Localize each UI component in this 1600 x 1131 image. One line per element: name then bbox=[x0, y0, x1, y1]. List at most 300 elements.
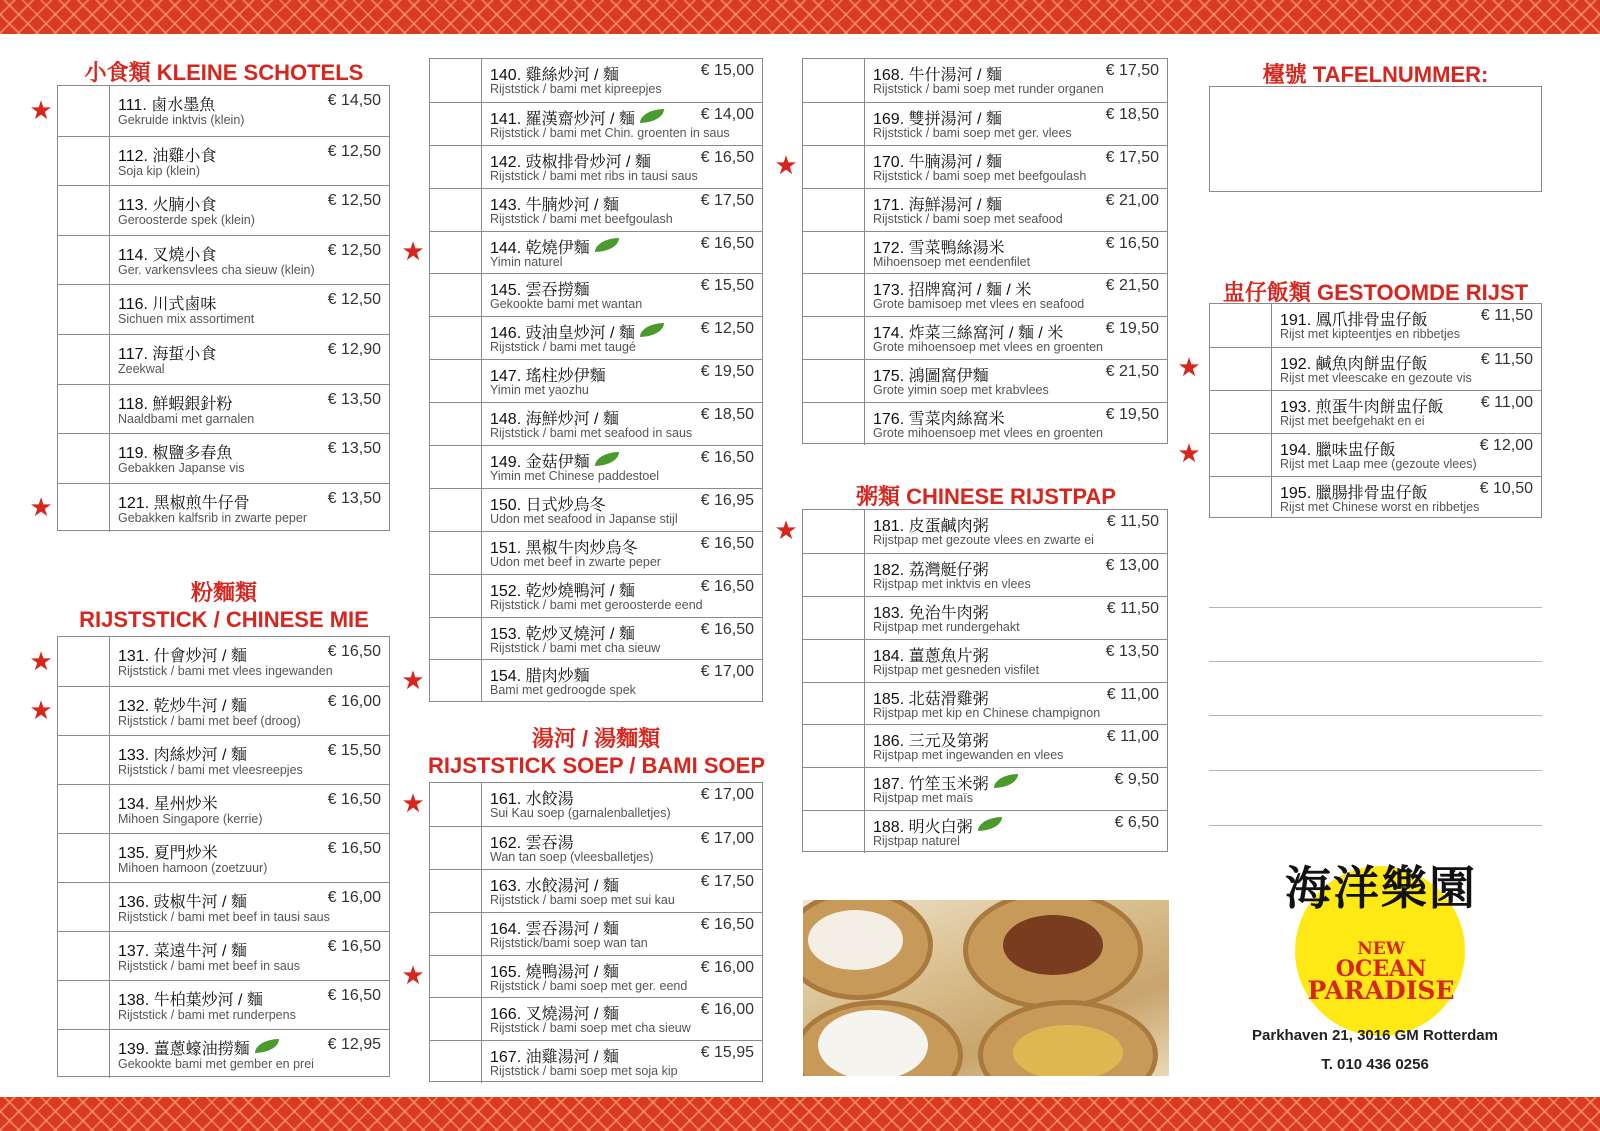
menu-item-price: € 13,50 bbox=[327, 440, 381, 458]
menu-item-name: 116. 川式鹵味 bbox=[118, 296, 217, 314]
order-quantity-cell[interactable] bbox=[1210, 348, 1272, 390]
order-quantity-cell[interactable] bbox=[430, 489, 482, 531]
menu-item-price: € 16,50 bbox=[700, 449, 754, 467]
menu-item-price: € 16,50 bbox=[327, 791, 381, 808]
order-quantity-cell[interactable] bbox=[58, 137, 110, 186]
restaurant-address: Parkhaven 21, 3016 GM Rotterdam bbox=[1252, 1027, 1498, 1044]
menu-item-description: Geroosterde spek (klein) bbox=[118, 213, 255, 228]
menu-item-row bbox=[430, 869, 762, 912]
menu-item-description: Rijstpap met ingewanden en vlees bbox=[873, 748, 1064, 763]
menu-item-description: Grote mihoensoep met vlees en groenten bbox=[873, 426, 1103, 441]
menu-item-row bbox=[803, 273, 1167, 316]
menu-item-description: Udon met beef in zwarte peper bbox=[490, 554, 661, 569]
order-quantity-cell[interactable] bbox=[803, 725, 865, 767]
logo-text-new: NEW bbox=[1357, 939, 1405, 959]
order-quantity-cell[interactable] bbox=[430, 618, 482, 660]
menu-item-price: € 11,00 bbox=[1106, 728, 1159, 746]
menu-item-price: € 9,50 bbox=[1114, 771, 1159, 789]
menu-item-row bbox=[430, 997, 762, 1040]
menu-item-price: € 16,50 bbox=[327, 643, 381, 660]
menu-item-description: Bami met gedroogde spek bbox=[490, 683, 636, 698]
notes-line bbox=[1209, 607, 1542, 608]
menu-item-row bbox=[430, 59, 762, 102]
menu-item-description: Rijststick / bami met beef in saus bbox=[118, 959, 301, 973]
recommended-star-icon: ★ bbox=[401, 236, 425, 267]
menu-item-row bbox=[430, 273, 762, 316]
menu-item-description: Rijststick/bami soep wan tan bbox=[490, 935, 648, 950]
menu-item-name: 185. 北菇滑雞粥 bbox=[873, 690, 989, 708]
menu-item-name: 142. 豉椒排骨炒河 / 麵 bbox=[490, 153, 651, 171]
menu-item-name: 144. 乾燒伊麵 bbox=[490, 239, 590, 257]
menu-item-description: Gekookte bami met wantan bbox=[490, 297, 643, 312]
menu-item-row bbox=[430, 231, 762, 274]
menu-item-row bbox=[58, 86, 389, 136]
menu-table-rijststick bbox=[57, 636, 390, 1077]
order-quantity-cell[interactable] bbox=[803, 360, 865, 402]
menu-table-column-two bbox=[429, 58, 763, 702]
menu-item-row bbox=[58, 483, 389, 533]
menu-item-row bbox=[430, 488, 762, 531]
heading-rijststick-chinese-mie: RIJSTSTICK / CHINESE MIE bbox=[79, 607, 369, 632]
order-quantity-cell[interactable] bbox=[430, 446, 482, 488]
order-quantity-cell[interactable] bbox=[803, 683, 865, 725]
menu-item-name: 153. 乾炒叉燒河 / 麵 bbox=[490, 625, 635, 643]
menu-item-price: € 12,50 bbox=[327, 142, 381, 160]
order-quantity-cell[interactable] bbox=[803, 510, 865, 553]
menu-item-row bbox=[803, 639, 1167, 682]
menu-item-name: 176. 雪菜肉絲窩米 bbox=[873, 411, 1005, 429]
menu-item-price: € 16,50 bbox=[327, 840, 381, 857]
menu-item-description: Mihoen Singapore (kerrie) bbox=[118, 812, 263, 826]
order-quantity-cell[interactable] bbox=[58, 687, 110, 735]
notes-line bbox=[1209, 825, 1542, 826]
menu-item-price: € 17,50 bbox=[1105, 148, 1159, 166]
order-quantity-cell[interactable] bbox=[58, 236, 110, 285]
order-quantity-cell[interactable] bbox=[1210, 304, 1272, 347]
recommended-star-icon: ★ bbox=[29, 94, 53, 125]
menu-item-price: € 11,00 bbox=[1480, 393, 1533, 411]
menu-item-row bbox=[58, 136, 389, 186]
menu-item-description: Gebakken Japanse vis bbox=[118, 461, 245, 476]
menu-item-name: 175. 鴻圖窩伊麵 bbox=[873, 368, 989, 386]
order-quantity-cell[interactable] bbox=[58, 186, 110, 235]
menu-item-description: Rijstpap met maïs bbox=[873, 791, 974, 806]
logo-text-ocean: OCEAN bbox=[1335, 956, 1427, 982]
menu-item-name: 161. 水餃湯 bbox=[490, 791, 574, 808]
menu-item-price: € 16,50 bbox=[700, 577, 754, 595]
menu-item-name: 166. 叉燒湯河 / 麵 bbox=[490, 1006, 619, 1024]
menu-item-description: Rijststick / bami met Chin. groenten in saus bbox=[490, 125, 730, 140]
menu-item-description: Rijst met Chinese worst en ribbetjes bbox=[1280, 499, 1480, 514]
order-quantity-cell[interactable] bbox=[430, 575, 482, 617]
menu-item-price: € 15,50 bbox=[327, 742, 381, 759]
menu-item-name: 183. 免治牛肉粥 bbox=[873, 604, 989, 622]
menu-item-name: 152. 乾炒燒鴨河 / 麵 bbox=[490, 582, 635, 600]
order-quantity-cell[interactable] bbox=[430, 146, 482, 188]
logo-text-paradise: PARADISE bbox=[1307, 976, 1455, 1005]
menu-item-price: € 14,50 bbox=[327, 92, 381, 109]
menu-item-row bbox=[58, 384, 389, 434]
menu-item-row bbox=[430, 617, 762, 660]
menu-item-name: 186. 三元及第粥 bbox=[873, 733, 989, 751]
menu-item-name: 114. 叉燒小食 bbox=[118, 246, 217, 264]
menu-item-row bbox=[430, 359, 762, 402]
recommended-star-icon: ★ bbox=[1177, 352, 1201, 383]
menu-item-name: 154. 腊肉炒麵 bbox=[490, 668, 590, 686]
menu-item-price: € 17,00 bbox=[700, 786, 754, 803]
order-quantity-cell[interactable] bbox=[430, 532, 482, 574]
order-quantity-cell[interactable] bbox=[430, 189, 482, 231]
menu-item-description: Gebakken kalfsrib in zwarte peper bbox=[118, 510, 307, 525]
order-quantity-cell[interactable] bbox=[58, 883, 110, 931]
menu-item-row bbox=[58, 637, 389, 686]
order-quantity-cell[interactable] bbox=[803, 640, 865, 682]
menu-item-price: € 16,50 bbox=[700, 620, 754, 638]
menu-item-price: € 16,50 bbox=[327, 987, 381, 1004]
menu-item-description: Naaldbami met garnalen bbox=[118, 411, 255, 426]
order-quantity-cell[interactable] bbox=[430, 59, 482, 102]
order-quantity-cell[interactable] bbox=[58, 335, 110, 384]
menu-item-name: 136. 豉椒牛河 / 麵 bbox=[118, 894, 247, 911]
notes-line bbox=[1209, 770, 1542, 771]
order-quantity-cell[interactable] bbox=[430, 103, 482, 145]
order-quantity-cell[interactable] bbox=[430, 1041, 482, 1083]
menu-item-description: Rijststick / bami soep met sui kau bbox=[490, 892, 675, 907]
menu-item-name: 187. 竹笙玉米粥 bbox=[873, 776, 989, 794]
menu-item-description: Rijststick / bami met beefgoulash bbox=[490, 211, 673, 226]
dim-sum-photo bbox=[803, 900, 1169, 1076]
menu-item-name: 131. 什會炒河 / 麵 bbox=[118, 648, 247, 665]
menu-item-row bbox=[58, 185, 389, 235]
recommended-star-icon: ★ bbox=[1177, 438, 1201, 469]
order-quantity-cell[interactable] bbox=[803, 597, 865, 639]
order-quantity-cell[interactable] bbox=[803, 146, 865, 188]
menu-item-row bbox=[1210, 304, 1541, 347]
menu-item-name: 112. 油雞小食 bbox=[118, 147, 217, 165]
menu-item-price: € 13,00 bbox=[1105, 556, 1159, 574]
menu-item-price: € 6,50 bbox=[1114, 814, 1159, 832]
menu-item-description: Rijst met vleescake en gezoute vis bbox=[1280, 370, 1472, 385]
order-quantity-cell[interactable] bbox=[803, 317, 865, 359]
menu-item-price: € 21,00 bbox=[1105, 191, 1159, 209]
menu-item-description: Yimin met Chinese paddestoel bbox=[490, 469, 660, 484]
menu-item-name: 145. 雲吞撈麵 bbox=[490, 282, 590, 300]
menu-item-price: € 16,50 bbox=[1105, 234, 1159, 252]
menu-item-price: € 12,00 bbox=[1479, 436, 1533, 454]
menu-item-name: 162. 雲吞湯 bbox=[490, 834, 574, 852]
menu-item-name: 182. 荔灣艇仔粥 bbox=[873, 561, 989, 579]
order-quantity-cell[interactable] bbox=[430, 317, 482, 359]
menu-item-row bbox=[430, 316, 762, 359]
menu-item-name: 133. 肉絲炒河 / 麵 bbox=[118, 747, 247, 764]
menu-item-description: Gekruide inktvis (klein) bbox=[118, 113, 245, 127]
menu-item-description: Rijststick / bami met seafood in saus bbox=[490, 426, 693, 441]
menu-item-name: 164. 雲吞湯河 / 麵 bbox=[490, 920, 619, 938]
menu-item-price: € 21,50 bbox=[1105, 277, 1159, 295]
menu-item-row bbox=[430, 1040, 762, 1083]
order-quantity-cell[interactable] bbox=[58, 785, 110, 833]
menu-item-price: € 12,90 bbox=[327, 340, 381, 358]
menu-item-row bbox=[803, 810, 1167, 853]
menu-item-description: Yimin met yaozhu bbox=[490, 383, 589, 398]
order-quantity-cell[interactable] bbox=[430, 274, 482, 316]
menu-item-name: 134. 星州炒米 bbox=[118, 796, 218, 813]
menu-item-name: 118. 鮮蝦銀針粉 bbox=[118, 395, 233, 413]
menu-item-description: Rijststick / bami soep met cha sieuw bbox=[490, 1021, 691, 1036]
menu-item-description: Rijststick / bami met cha sieuw bbox=[490, 640, 661, 655]
menu-item-name: 169. 雙拼湯河 / 麵 bbox=[873, 110, 1002, 128]
menu-item-description: Rijststick / bami met taugé bbox=[490, 340, 636, 355]
menu-item-name: 188. 明火白粥 bbox=[873, 819, 973, 837]
order-quantity-cell[interactable] bbox=[803, 274, 865, 316]
order-quantity-cell[interactable] bbox=[803, 811, 865, 853]
menu-item-description: Rijststick / bami met kipreepjes bbox=[490, 82, 662, 96]
menu-item-row bbox=[430, 531, 762, 574]
order-quantity-cell[interactable] bbox=[430, 232, 482, 274]
menu-item-price: € 11,50 bbox=[1480, 307, 1533, 324]
menu-item-name: 194. 臘味盅仔飯 bbox=[1280, 441, 1396, 459]
order-quantity-cell[interactable] bbox=[58, 637, 110, 686]
order-quantity-cell[interactable] bbox=[58, 285, 110, 334]
menu-item-row bbox=[58, 1029, 389, 1078]
menu-item-name: 113. 火腩小食 bbox=[118, 197, 217, 215]
order-quantity-cell[interactable] bbox=[803, 232, 865, 274]
menu-item-description: Sui Kau soep (garnalenballetjes) bbox=[490, 806, 671, 820]
menu-item-row bbox=[803, 682, 1167, 725]
menu-item-description: Rijstpap met rundergehakt bbox=[873, 619, 1020, 634]
menu-item-price: € 11,50 bbox=[1106, 513, 1159, 530]
order-quantity-cell[interactable] bbox=[58, 981, 110, 1029]
menu-item-name: 149. 金菇伊麵 bbox=[490, 454, 590, 472]
order-quantity-cell[interactable] bbox=[58, 86, 110, 136]
order-quantity-cell[interactable] bbox=[430, 360, 482, 402]
order-quantity-cell[interactable] bbox=[803, 189, 865, 231]
menu-item-price: € 16,50 bbox=[327, 938, 381, 955]
menu-item-name: 147. 瑤柱炒伊麵 bbox=[490, 368, 606, 386]
menu-item-price: € 17,00 bbox=[700, 663, 754, 681]
table-number-input[interactable] bbox=[1209, 86, 1542, 192]
menu-item-row bbox=[1210, 476, 1541, 519]
menu-item-description: Wan tan soep (vleesballetjes) bbox=[490, 849, 654, 864]
menu-item-name: 138. 牛柏葉炒河 / 麵 bbox=[118, 992, 263, 1009]
menu-item-row bbox=[430, 445, 762, 488]
menu-item-row bbox=[430, 402, 762, 445]
recommended-star-icon: ★ bbox=[401, 665, 425, 696]
menu-item-row bbox=[58, 433, 389, 483]
menu-item-name: 165. 燒鴨湯河 / 麵 bbox=[490, 963, 619, 981]
menu-item-row bbox=[803, 596, 1167, 639]
order-quantity-cell[interactable] bbox=[430, 870, 482, 912]
order-quantity-cell[interactable] bbox=[58, 1030, 110, 1078]
heading-kleine-schotels: 小食類 KLEINE SCHOTELS bbox=[84, 60, 364, 85]
order-quantity-cell[interactable] bbox=[58, 834, 110, 882]
menu-item-description: Mihoen hamoon (zoetzuur) bbox=[118, 861, 268, 875]
menu-table-soep bbox=[429, 782, 763, 1082]
order-quantity-cell[interactable] bbox=[803, 59, 865, 102]
heading-noodles-chinese: 粉麵類 bbox=[190, 580, 257, 605]
order-quantity-cell[interactable] bbox=[430, 783, 482, 826]
menu-item-description: Rijstpap met kip en Chinese champignon bbox=[873, 705, 1101, 720]
menu-item-row bbox=[803, 188, 1167, 231]
menu-item-price: € 16,00 bbox=[327, 693, 381, 710]
menu-item-description: Grote mihoensoep met vlees en groenten bbox=[873, 340, 1103, 355]
menu-item-row bbox=[803, 724, 1167, 767]
menu-item-row bbox=[803, 553, 1167, 596]
menu-item-price: € 12,50 bbox=[327, 291, 381, 309]
menu-item-name: 181. 皮蛋鹹肉粥 bbox=[873, 518, 989, 535]
menu-item-row bbox=[1210, 433, 1541, 476]
menu-item-name: 151. 黑椒牛肉炒烏冬 bbox=[490, 539, 638, 557]
order-quantity-cell[interactable] bbox=[58, 385, 110, 434]
menu-item-name: 174. 炸菜三絲窩河 / 麵 / 米 bbox=[873, 325, 1064, 343]
menu-item-description: Mihoensoep met eendenfilet bbox=[873, 254, 1031, 269]
recommended-star-icon: ★ bbox=[774, 150, 798, 181]
order-quantity-cell[interactable] bbox=[803, 403, 865, 445]
order-quantity-cell[interactable] bbox=[430, 913, 482, 955]
order-quantity-cell[interactable] bbox=[430, 403, 482, 445]
recommended-star-icon: ★ bbox=[29, 645, 53, 676]
order-quantity-cell[interactable] bbox=[803, 554, 865, 596]
menu-item-price: € 17,50 bbox=[700, 191, 754, 209]
menu-item-price: € 13,50 bbox=[327, 489, 381, 507]
menu-item-description: Rijststick / bami met beef (droog) bbox=[118, 714, 301, 728]
order-quantity-cell[interactable] bbox=[803, 768, 865, 810]
menu-item-price: € 16,00 bbox=[327, 889, 381, 906]
notes-line bbox=[1209, 661, 1542, 662]
order-quantity-cell[interactable] bbox=[430, 827, 482, 869]
menu-item-description: Sichuen mix assortiment bbox=[118, 312, 255, 327]
order-quantity-cell[interactable] bbox=[58, 484, 110, 533]
menu-item-name: 143. 牛腩炒河 / 麵 bbox=[490, 196, 619, 214]
menu-item-name: 191. 鳳爪排骨盅仔飯 bbox=[1280, 312, 1428, 329]
menu-item-price: € 11,50 bbox=[1480, 350, 1533, 368]
menu-item-row bbox=[430, 783, 762, 826]
menu-item-row bbox=[430, 574, 762, 617]
heading-soup-chinese: 湯河 / 湯麵類 bbox=[531, 726, 661, 751]
menu-item-name: 111. 鹵水墨魚 bbox=[118, 97, 216, 114]
menu-item-name: 139. 薑蔥蠔油撈麵 bbox=[118, 1041, 250, 1058]
menu-item-name: 117. 海蜇小食 bbox=[118, 345, 217, 363]
menu-item-price: € 15,50 bbox=[700, 277, 754, 295]
menu-item-name: 193. 煎蛋牛肉餅盅仔飯 bbox=[1280, 398, 1444, 416]
vegetarian-leaf-icon bbox=[640, 109, 664, 123]
menu-item-description: Rijststick / bami met vleesreepjes bbox=[118, 763, 303, 777]
decorative-bottom-border bbox=[0, 1097, 1600, 1131]
vegetarian-leaf-icon bbox=[978, 817, 1002, 831]
menu-item-name: 140. 雞絲炒河 / 麵 bbox=[490, 67, 619, 84]
menu-item-description: Rijststick / bami soep met seafood bbox=[873, 211, 1063, 226]
menu-item-description: Rijststick / bami soep met ger. eend bbox=[490, 978, 688, 993]
menu-item-price: € 12,95 bbox=[327, 1036, 381, 1053]
menu-item-row bbox=[1210, 390, 1541, 433]
menu-item-price: € 17,50 bbox=[700, 872, 754, 890]
menu-item-row bbox=[58, 882, 389, 931]
recommended-star-icon: ★ bbox=[29, 694, 53, 725]
order-quantity-cell[interactable] bbox=[1210, 434, 1272, 476]
menu-item-name: 137. 菜遠牛河 / 麵 bbox=[118, 943, 247, 960]
menu-item-row bbox=[803, 402, 1167, 445]
order-quantity-cell[interactable] bbox=[430, 998, 482, 1040]
menu-item-description: Rijststick / bami soep met soja kip bbox=[490, 1064, 678, 1079]
menu-item-row bbox=[58, 980, 389, 1029]
menu-item-name: 148. 海鮮炒河 / 麵 bbox=[490, 411, 619, 429]
recommended-star-icon: ★ bbox=[401, 960, 425, 991]
menu-item-price: € 12,50 bbox=[327, 192, 381, 210]
menu-item-row bbox=[803, 316, 1167, 359]
menu-item-description: Rijstpap met gesneden visfilet bbox=[873, 662, 1040, 677]
menu-item-row bbox=[803, 145, 1167, 188]
order-quantity-cell[interactable] bbox=[1210, 391, 1272, 433]
order-quantity-cell[interactable] bbox=[1210, 477, 1272, 519]
vegetarian-leaf-icon bbox=[595, 238, 619, 252]
menu-item-row bbox=[803, 102, 1167, 145]
menu-item-description: Rijststick / bami met beef in tausi saus bbox=[118, 910, 330, 924]
menu-item-name: 141. 羅漢齋炒河 / 麵 bbox=[490, 110, 635, 128]
menu-item-price: € 11,50 bbox=[1106, 599, 1159, 617]
menu-item-name: 170. 牛腩湯河 / 麵 bbox=[873, 153, 1002, 171]
heading-tafelnummer: 檯號 TAFELNUMMER: bbox=[1262, 62, 1489, 87]
menu-item-description: Rijst met kipteentjes en ribbetjes bbox=[1280, 327, 1460, 341]
menu-item-row bbox=[803, 767, 1167, 810]
menu-item-price: € 12,50 bbox=[700, 320, 754, 338]
menu-item-name: 168. 牛什湯河 / 麵 bbox=[873, 67, 1002, 84]
menu-item-row bbox=[58, 931, 389, 980]
menu-item-name: 163. 水餃湯河 / 麵 bbox=[490, 877, 619, 895]
menu-item-name: 150. 日式炒烏冬 bbox=[490, 496, 606, 514]
order-quantity-cell[interactable] bbox=[58, 434, 110, 483]
menu-item-price: € 16,95 bbox=[700, 491, 754, 509]
notes-line bbox=[1209, 715, 1542, 716]
menu-item-price: € 12,50 bbox=[327, 241, 381, 259]
menu-item-description: Rijststick / bami met geroosterde eend bbox=[490, 597, 703, 612]
menu-item-row bbox=[58, 235, 389, 285]
menu-item-price: € 13,50 bbox=[327, 390, 381, 408]
order-quantity-cell[interactable] bbox=[803, 103, 865, 145]
recommended-star-icon: ★ bbox=[774, 515, 798, 546]
menu-item-description: Grote yimin soep met krabvlees bbox=[873, 383, 1049, 398]
menu-table-rijstpap bbox=[802, 509, 1168, 852]
menu-item-name: 184. 薑蔥魚片粥 bbox=[873, 647, 989, 665]
menu-item-price: € 19,50 bbox=[1105, 320, 1159, 338]
order-quantity-cell[interactable] bbox=[430, 956, 482, 998]
menu-item-row bbox=[58, 284, 389, 334]
menu-item-name: 146. 豉油皇炒河 / 麵 bbox=[490, 325, 635, 343]
menu-item-description: Rijstpap met inktvis en vlees bbox=[873, 576, 1031, 591]
menu-item-row bbox=[430, 102, 762, 145]
menu-item-description: Rijststick / bami soep met ger. vlees bbox=[873, 125, 1072, 140]
menu-item-price: € 10,50 bbox=[1479, 479, 1533, 497]
menu-item-price: € 18,50 bbox=[700, 406, 754, 424]
menu-item-price: € 16,50 bbox=[700, 148, 754, 166]
menu-item-row bbox=[430, 145, 762, 188]
menu-item-description: Rijststick / bami soep met beefgoulash bbox=[873, 168, 1087, 183]
order-quantity-cell[interactable] bbox=[430, 660, 482, 702]
menu-item-description: Rijststick / bami soep met runder organen bbox=[873, 82, 1104, 96]
menu-item-price: € 15,95 bbox=[700, 1044, 754, 1062]
menu-item-price: € 15,00 bbox=[700, 62, 754, 79]
order-quantity-cell[interactable] bbox=[58, 736, 110, 784]
menu-item-description: Rijststick / bami met vlees ingewanden bbox=[118, 664, 333, 678]
menu-item-description: Zeekwal bbox=[118, 361, 165, 376]
menu-item-name: 171. 海鮮湯河 / 麵 bbox=[873, 196, 1002, 214]
menu-item-row bbox=[803, 359, 1167, 402]
menu-item-row bbox=[58, 686, 389, 735]
order-quantity-cell[interactable] bbox=[58, 932, 110, 980]
menu-item-row bbox=[803, 231, 1167, 274]
menu-table-column-three bbox=[802, 58, 1168, 444]
menu-item-row bbox=[430, 955, 762, 998]
decorative-top-border bbox=[0, 0, 1600, 34]
